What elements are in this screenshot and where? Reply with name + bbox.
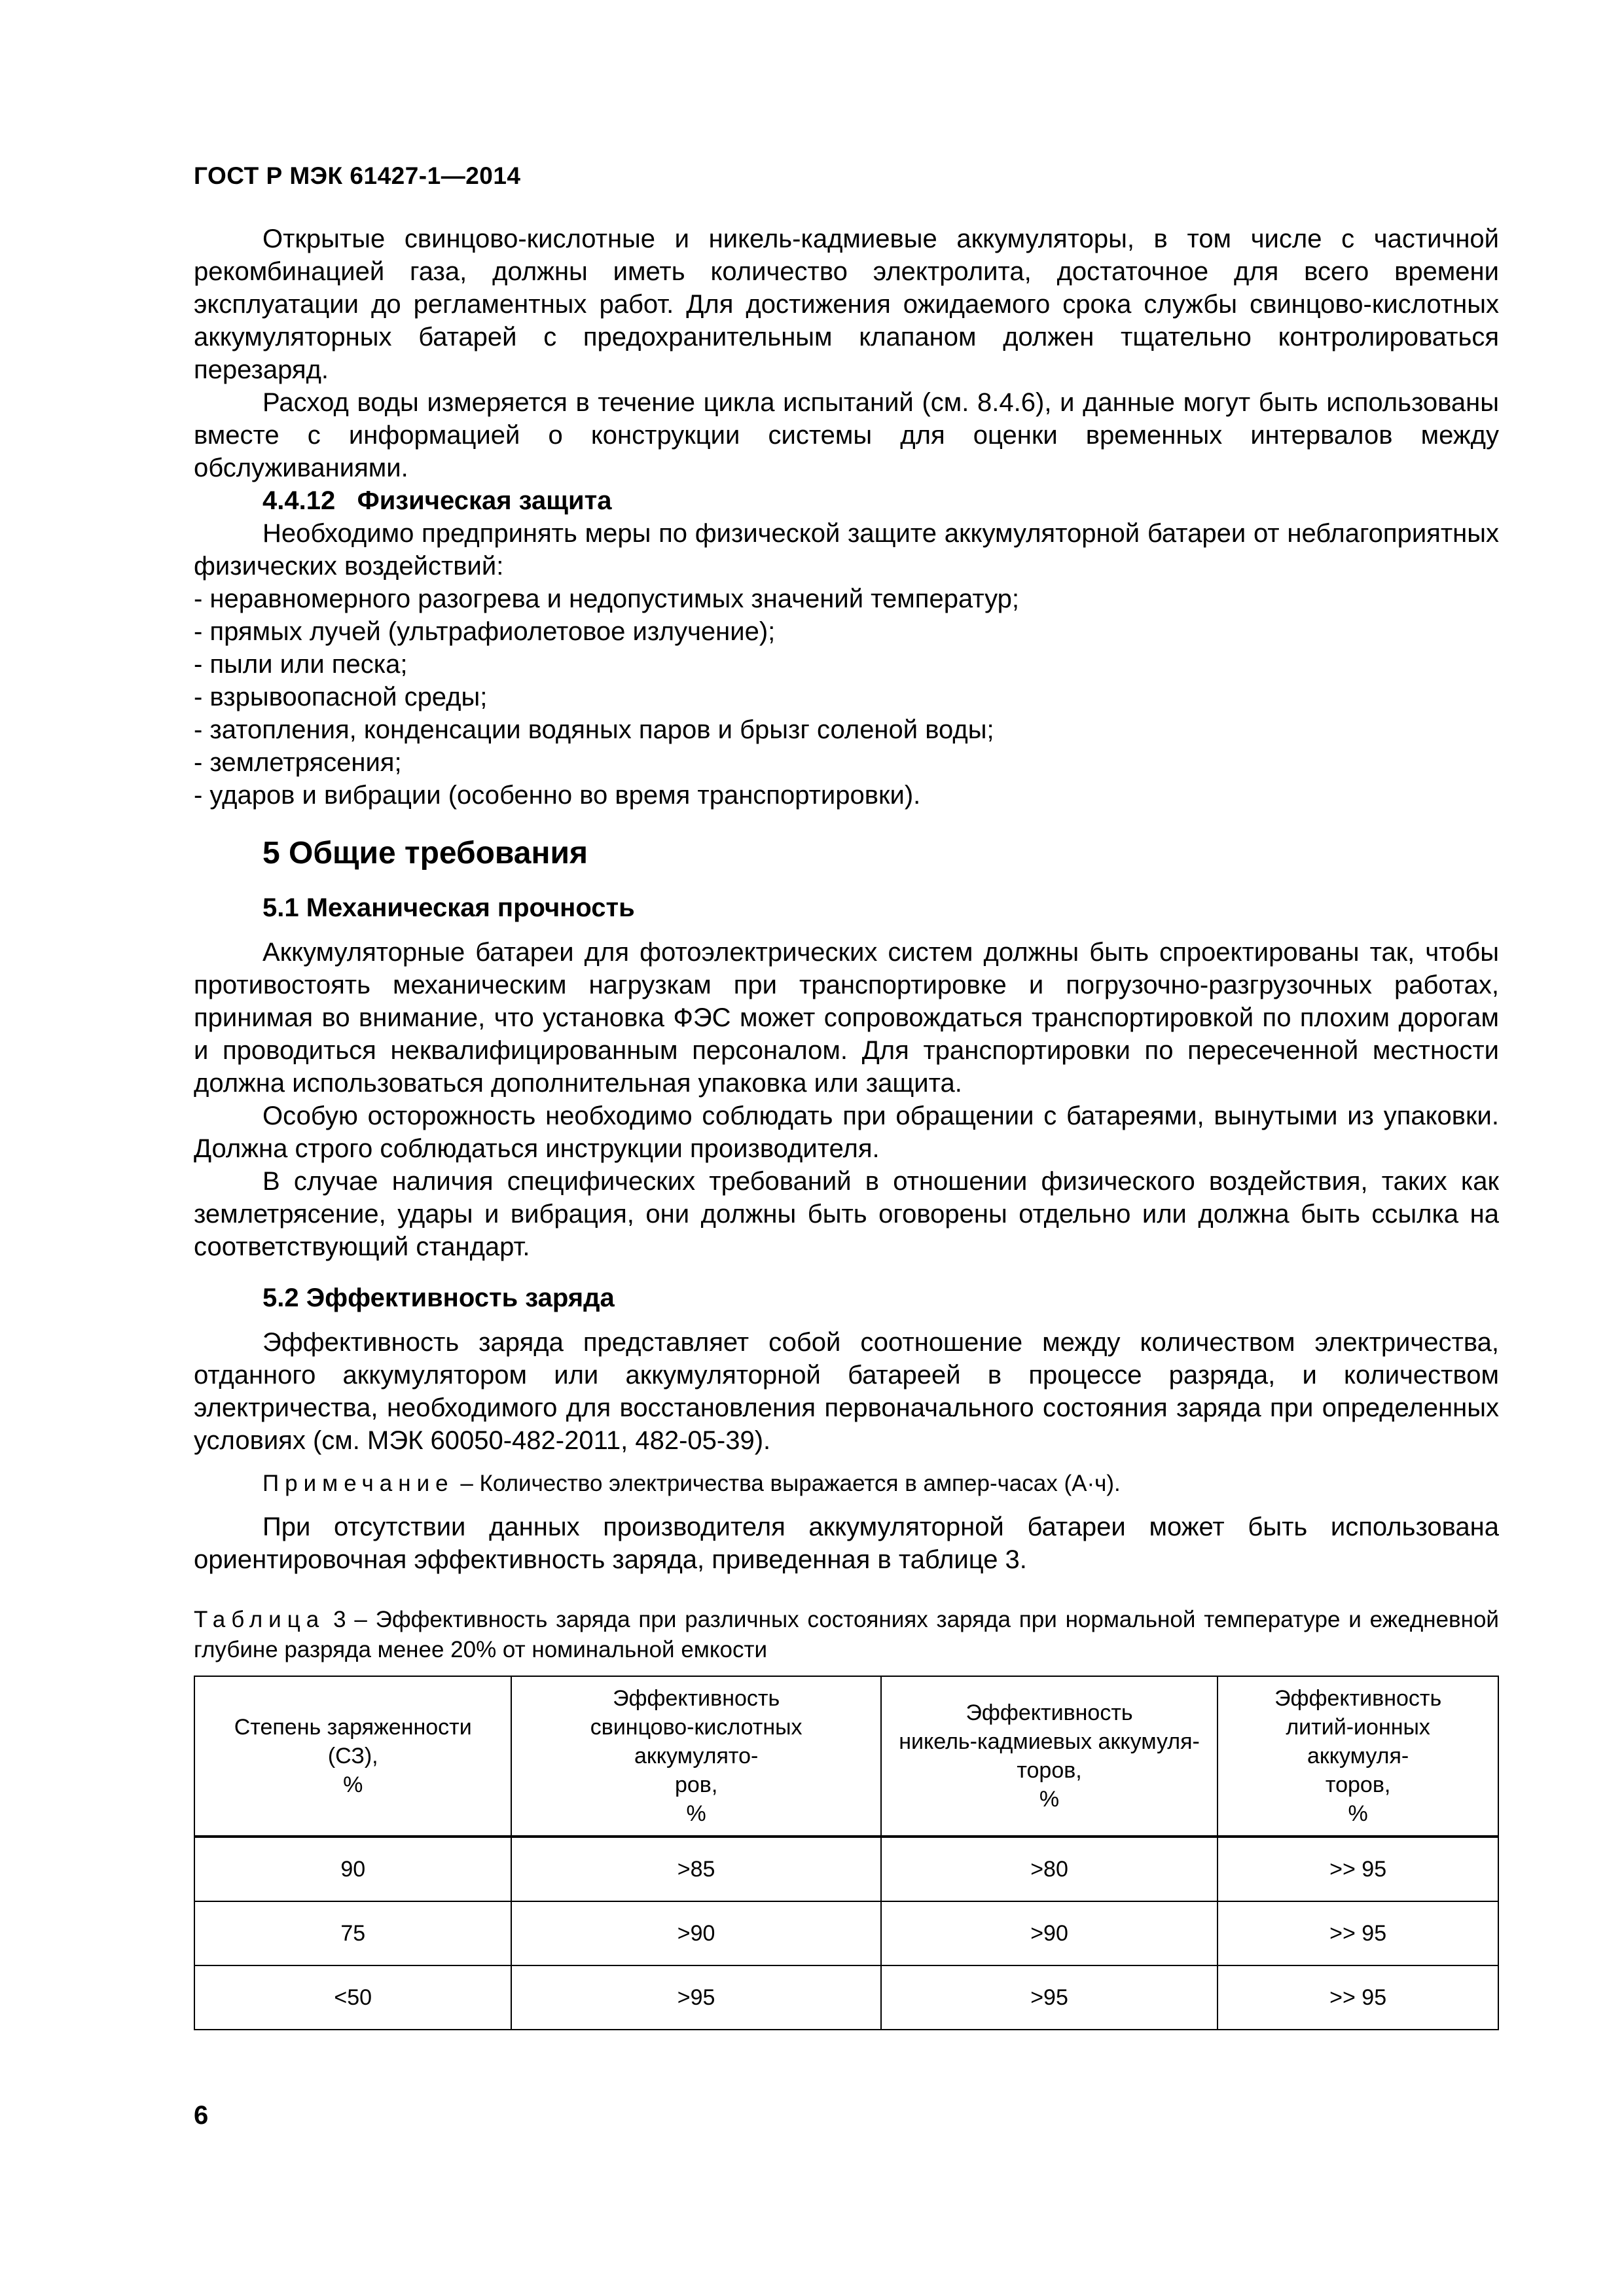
table-cell: >> 95 xyxy=(1218,1837,1498,1901)
note-text: – Количество электричества выражается в ампер-часах (А·ч). xyxy=(454,1471,1121,1496)
header-line: Эффективность xyxy=(1274,1686,1442,1711)
section-title: Физическая защита xyxy=(357,486,612,515)
list-item: - пыли или песка; xyxy=(194,650,408,679)
header-line: % xyxy=(1039,1787,1060,1812)
header-line: Эффективность xyxy=(613,1686,780,1711)
table-cell: 75 xyxy=(194,1901,511,1965)
physical-protection-list xyxy=(194,583,1499,812)
table-cell: >95 xyxy=(881,1965,1218,2030)
table-cell: >90 xyxy=(511,1901,880,1965)
paragraph-electrolyte: Открытые свинцово-кислотные и никель-кадмиевые аккумуляторы, в том числе с частичной рекомбинацией газа, должны иметь количество электролита, достаточное для всего времени эксплуатации до регламентных работ. Для достижения ожидаемого срока службы свинцово-кислотных аккумуляторных батарей с предохранительным клапаном должен тщательно контролироваться перезаряд. xyxy=(194,224,1499,384)
header-line: % xyxy=(1348,1801,1368,1826)
header-line: литий-ионных аккумуля- xyxy=(1286,1715,1430,1768)
paragraph-mechanical-3: В случае наличия специфических требований в отношении физического воздействия, таких как землетрясение, удары и вибрация, они должны быть оговорены отдельно или должна быть ссылка на соответствующий стандарт. xyxy=(194,1167,1499,1261)
header-line: торов, xyxy=(1017,1758,1082,1783)
paragraph-water-consumption: Расход воды измеряется в течение цикла испытаний (см. 8.4.6), и данные могут быть использованы вместе с информацией о конструкции системы для оценки временных интервалов между обслуживаниями. xyxy=(194,388,1499,482)
page-content xyxy=(194,223,1499,2030)
header-line: (СЗ), xyxy=(327,1744,378,1768)
table-cell: >90 xyxy=(881,1901,1218,1965)
table-caption-text: 3 – Эффективность заряда при различных состояниях заряда при нормальной температуре и ежедневной глубине разряда менее 20% от номинальной емкости xyxy=(194,1607,1499,1662)
table-cell: >95 xyxy=(511,1965,880,2030)
table-row xyxy=(194,1837,1498,1901)
section-5-1-heading: 5.1 Механическая прочность xyxy=(262,893,635,922)
table-cell: >80 xyxy=(881,1837,1218,1901)
list-item: - ударов и вибрации (особенно во время транспортировки). xyxy=(194,781,921,810)
table-row xyxy=(194,1901,1498,1965)
table-caption xyxy=(194,1605,1499,1665)
document-code-header: ГОСТ Р МЭК 61427-1—2014 xyxy=(194,162,521,189)
section-4-4-12-heading xyxy=(194,484,1499,517)
table-cell: 90 xyxy=(194,1837,511,1901)
header-line: % xyxy=(686,1801,706,1826)
paragraph-mechanical-1: Аккумуляторные батареи для фотоэлектрических систем должны быть спроектированы так, чтобы противостоять механическим нагрузкам при транспортировке и погрузочно-разгрузочных работах, принимая во внимание, что установка ФЭС может сопровождаться транспортировкой по плохим дорогам и проводиться неквалифицированным персоналом. Для транспортировки по пересеченной местности должна использоваться дополнительная упаковка или защита. xyxy=(194,938,1499,1098)
table-cell: >> 95 xyxy=(1218,1901,1498,1965)
list-item: - прямых лучей (ультрафиолетовое излучение); xyxy=(194,617,776,646)
table-cell: >85 xyxy=(511,1837,880,1901)
physical-protection-intro: Необходимо предпринять меры по физической защите аккумуляторной батареи от неблагоприятных физических воздействий: xyxy=(194,519,1499,581)
header-nickel-cadmium xyxy=(881,1676,1218,1837)
header-line: ров, xyxy=(674,1772,718,1797)
table-cell: <50 xyxy=(194,1965,511,2030)
section-5-2-heading: 5.2 Эффективность заряда xyxy=(262,1283,615,1312)
list-item: - землетрясения; xyxy=(194,748,402,777)
charge-efficiency-table xyxy=(194,1676,1499,2030)
table-row xyxy=(194,1965,1498,2030)
list-item: - неравномерного разогрева и недопустимых значений температур; xyxy=(194,584,1019,613)
table-cell: >> 95 xyxy=(1218,1965,1498,2030)
section-number: 4.4.12 xyxy=(262,486,336,515)
header-line: % xyxy=(343,1772,363,1797)
header-line: Эффективность xyxy=(965,1700,1133,1725)
header-line: Степень заряженности xyxy=(234,1715,472,1740)
section-5-heading: 5 Общие требования xyxy=(262,836,588,870)
header-line: свинцово-кислотных аккумулято- xyxy=(590,1715,803,1768)
note-label: Примечание xyxy=(262,1471,454,1496)
paragraph-charge-efficiency: Эффективность заряда представляет собой соотношение между количеством электричества, отданного аккумулятором или аккумуляторной батареей в процессе разряда, и количеством электричества, необходимого для восстановления первоначального состояния заряда при определенных условиях (см. МЭК 60050-482-2011, 482-05-39). xyxy=(194,1328,1499,1455)
header-line: торов, xyxy=(1325,1772,1391,1797)
header-line: никель-кадмиевых аккумуля- xyxy=(899,1729,1200,1754)
list-item: - затопления, конденсации водяных паров и брызг соленой воды; xyxy=(194,715,994,744)
note xyxy=(194,1469,1499,1499)
paragraph-mechanical-2: Особую осторожность необходимо соблюдать при обращении с батареями, вынутыми из упаковки. Должна строго соблюдаться инструкции производителя. xyxy=(194,1102,1499,1163)
table-caption-label: Таблица xyxy=(194,1607,325,1632)
header-soc xyxy=(194,1676,511,1837)
list-item: - взрывоопасной среды; xyxy=(194,683,488,711)
page-number: 6 xyxy=(194,2101,209,2130)
paragraph-table-reference: При отсутствии данных производителя аккумуляторной батареи может быть использована ориентировочная эффективность заряда, приведенная в таблице 3. xyxy=(194,1513,1499,1574)
header-lithium-ion xyxy=(1218,1676,1498,1837)
table-header-row xyxy=(194,1676,1498,1837)
header-lead-acid xyxy=(511,1676,880,1837)
